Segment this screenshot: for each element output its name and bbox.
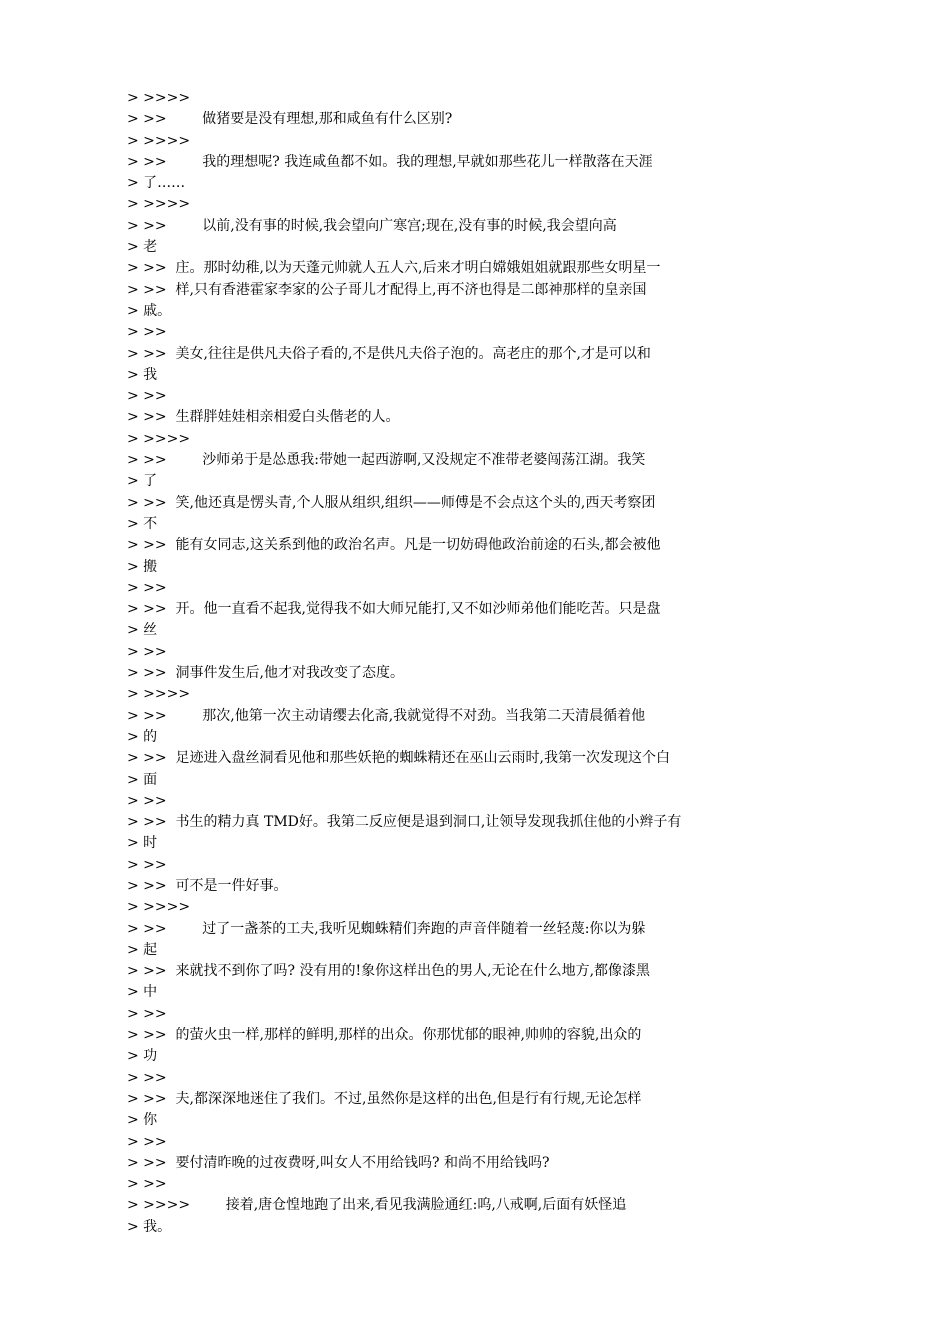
text-line: > 起 [127,941,158,958]
text-line: > 功 [127,1048,158,1065]
text-line: > >> 我的理想呢? 我连咸鱼都不如。我的理想,早就如那些花儿一样散落在天涯 [127,153,653,170]
text-line: > >> [127,1005,167,1022]
text-line: > >> [127,388,167,405]
document-page [127,88,907,1238]
text-line: > >> 来就找不到你了吗? 没有用的!象你这样出色的男人,无论在什么地方,都像漆黑 [127,963,651,980]
text-line: > >>>> [127,899,191,916]
text-line: > >>>> [127,90,191,106]
text-line: > >> [127,579,167,596]
text-line: > 搬 [127,558,158,575]
text-line: > >> 开。他一直看不起我,觉得我不如大师兄能打,又不如沙师弟他们能吃苦。只是盘 [127,601,661,618]
text-line: > >> 足迹进入盘丝洞看见他和那些妖艳的蜘蛛精还在巫山云雨时,我第一次发现这个白 [127,750,670,767]
text-line: > >> 笑,他还真是愣头青,个人服从组织,组织——师傅是不会点这个头的,西天考察团 [127,494,656,511]
text-line: > 面 [127,771,158,788]
text-line: > >> 可不是一件好事。 [127,877,288,894]
text-line: > >> 美女,往往是供凡夫俗子看的,不是供凡夫俗子泡的。高老庄的那个,才是可以和 [127,345,651,362]
text-line: > >> [127,1133,167,1150]
text-line: > 时 [127,835,158,852]
text-line: > >>>> [127,430,191,447]
text-line: > 我。 [127,1218,172,1235]
text-line: > 戚。 [127,302,172,319]
text-line: > >> 夫,都深深地迷住了我们。不过,虽然你是这样的出色,但是行有行规,无论怎样 [127,1090,642,1107]
text-line: > >> [127,856,167,873]
text-line: > >> 样,只有香港霍家李家的公子哥儿才配得上,再不济也得是二郎神那样的皇亲国 [127,281,647,298]
text-line: > >> [127,643,167,660]
text-line: > >> [127,1069,167,1086]
text-line: > >> [127,792,167,809]
text-line: > 老 [127,239,158,256]
text-line: > 中 [127,984,158,1001]
text-line: > >> 以前,没有事的时候,我会望向广寒宫;现在,没有事的时候,我会望向高 [127,217,617,234]
text-line: > >> 能有女同志,这关系到他的政治名声。凡是一切妨碍他政治前途的石头,都会被他 [127,537,661,554]
text-line: > >> 书生的精力真 TMD好。我第二反应便是退到洞口,让领导发现我抓住他的小辫子有 [127,814,682,831]
text-line: > 了…… [127,175,186,192]
text-line: > 的 [127,728,158,745]
text-line: > >> 庄。那时幼稚,以为天蓬元帅就人五人六,后来才明白嫦娥姐姐就跟那些女明星一 [127,260,661,277]
text-line: > >> 做猪要是没有理想,那和咸鱼有什么区别? [127,111,453,128]
text-line: > >> 要付清昨晚的过夜费呀,叫女人不用给钱吗? 和尚不用给钱吗? [127,1154,550,1171]
text-line: > >>>> [127,196,191,213]
text-line: > >> 过了一盏茶的工夫,我听见蜘蛛精们奔跑的声音伴随着一丝轻蔑:你以为躲 [127,920,646,937]
text-line: > >>>> [127,686,191,703]
text-line: > >>>> 接着,唐仓惶地跑了出来,看见我满脸通红:呜,八戒啊,后面有妖怪追 [127,1197,627,1214]
text-line: > 不 [127,515,158,532]
text-line: > >> 沙师弟于是怂恿我:带她一起西游啊,又没规定不准带老婆闯荡江湖。我笑 [127,452,646,469]
text-line: > >>>> [127,132,191,149]
text-line: > >> 那次,他第一次主动请缨去化斋,我就觉得不对劲。当我第二天清晨循着他 [127,707,646,724]
text-line: > 丝 [127,622,158,639]
text-line: > >> [127,324,167,341]
text-line: > 你 [127,1112,158,1129]
text-line: > 我 [127,366,158,383]
text-line: > >> 生群胖娃娃相亲相爱白头偕老的人。 [127,409,400,426]
text-line: > >> 洞事件发生后,他才对我改变了态度。 [127,665,404,682]
text-line: > 了 [127,473,158,490]
text-line: > >> 的萤火虫一样,那样的鲜明,那样的出众。你那忧郁的眼神,帅帅的容貌,出众的 [127,1027,642,1044]
text-line: > >> [127,1176,167,1193]
